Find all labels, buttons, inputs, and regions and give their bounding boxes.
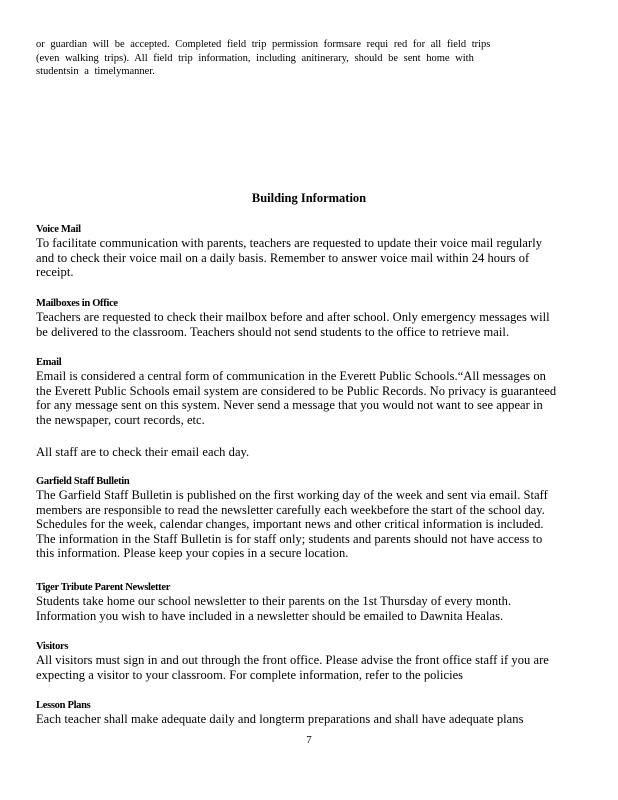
intro-line: studentsin a timelymanner. (36, 66, 155, 77)
page-number: 7 (306, 734, 312, 746)
section-heading: Mailboxes in Office (36, 298, 118, 309)
body-line: To facilitate communication with parents, teachers are requested to update their voice mail regularly (36, 236, 543, 250)
body-line: Students take home our school newsletter to their parents on the 1st Thursday of every month. (36, 594, 512, 608)
section-heading: Voice Mail (36, 224, 81, 235)
intro-paragraph (36, 38, 576, 79)
section-visitors (36, 641, 588, 682)
section-body (36, 445, 588, 460)
section-body (36, 236, 588, 280)
section-body (36, 369, 588, 427)
body-line: members are responsible to read the newsletter carefully each weekbefore the start of the school day. (36, 502, 545, 517)
body-line: Teachers are requested to check their mailbox before and after school. Only emergency messages will (36, 310, 550, 324)
section-body (36, 310, 588, 339)
section-lesson-plans (36, 700, 588, 727)
section-heading: Tiger Tribute Parent Newsletter (36, 582, 171, 593)
section-body (36, 488, 588, 561)
section-heading: Visitors (36, 641, 69, 652)
body-line: for any message sent on this system. Never send a message that you would not want to see appear in (36, 398, 543, 413)
section-voice-mail (36, 224, 588, 280)
section-parent-newsletter (36, 582, 588, 623)
body-line: Email is considered a central form of communication in the Everett Public Schools.“All messages on (36, 369, 546, 383)
body-line: the Everett Public Schools email system are considered to be Public Records. No privacy is guaranteed (36, 383, 557, 398)
section-body (36, 712, 588, 727)
body-line: The Garfield Staff Bulletin is published on the first working day of the week and sent via email. Staff (36, 488, 548, 502)
intro-line: (even walking trips). All field trip information, including anitinerary, should be sent home with (36, 52, 474, 64)
section-body (36, 594, 588, 623)
body-line: All staff are to check their email each day. (36, 445, 250, 459)
body-line: Schedules for the week, calendar changes, important news and other critical information is included. (36, 517, 544, 532)
intro-line: or guardian will be accepted. Completed field trip permission formsare requi red for all field trips (36, 39, 491, 50)
section-heading: Lesson Plans (36, 700, 91, 711)
body-line: and to check their voice mail on a daily basis. Remember to answer voice mail within 24 hours of (36, 250, 530, 265)
body-line: be delivered to the classroom. Teachers should not send students to the office to retrieve mail. (36, 324, 510, 339)
body-line: The information in the Staff Bulletin is for staff only; students and parents should not have access to (36, 531, 543, 546)
section-heading: Garfield Staff Bulletin (36, 476, 130, 487)
section-heading: Email (36, 357, 62, 368)
body-line: the newspaper, court records, etc. (36, 412, 205, 427)
body-line: this information. Please keep your copies in a secure location. (36, 546, 349, 561)
section-email (36, 357, 588, 427)
section-mailboxes (36, 298, 588, 339)
body-line: All visitors must sign in and out through the front office. Please advise the front office staff if you are (36, 653, 549, 667)
body-line: receipt. (36, 265, 74, 280)
section-title: Building Information (251, 191, 367, 205)
section-email-note (36, 445, 588, 460)
body-line: Information you wish to have included in a newsletter should be emailed to Dawnita Healas. (36, 608, 504, 623)
body-line: expecting a visitor to your classroom. For complete information, refer to the policies (36, 667, 464, 682)
body-line: Each teacher shall make adequate daily and longterm preparations and shall have adequate plans (36, 712, 524, 726)
section-body (36, 653, 588, 682)
section-staff-bulletin (36, 476, 588, 561)
